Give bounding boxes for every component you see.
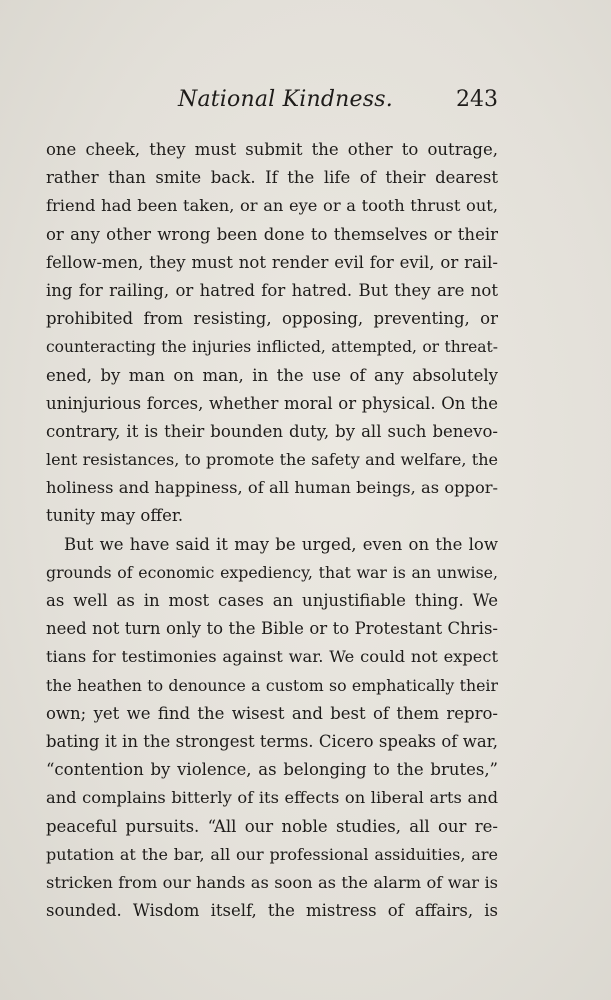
- text-line: ing for railing, or hatred for hatred. But they are not: [46, 280, 498, 300]
- text-line: own; yet we find the wisest and best of them repro-: [46, 703, 498, 723]
- text-line: prohibited from resisting, opposing, preventing, or: [46, 309, 498, 329]
- paragraph-last-line: tunity may offer.: [46, 506, 184, 526]
- paragraph-first-line: But we have said it may be urged, even on the low: [64, 534, 498, 554]
- text-line: peaceful pursuits. “All our noble studies, all our re-: [46, 816, 498, 836]
- text-line: “contention by violence, as belonging to the brutes,”: [46, 760, 498, 780]
- text-line: sounded. Wisdom itself, the mistress of affairs, is: [46, 901, 498, 921]
- text-line: one cheek, they must submit the other to outrage,: [46, 140, 498, 159]
- text-line: tians for testimonies against war. We could not expect: [46, 647, 498, 667]
- text-line: holiness and happiness, of all human beings, as oppor-: [46, 478, 498, 498]
- running-title: National Kindness.: [178, 87, 393, 112]
- text-line: and complains bitterly of its effects on liberal arts and: [46, 788, 498, 808]
- text-line: grounds of economic expediency, that war is an unwise,: [46, 562, 498, 582]
- text-line: lent resistances, to promote the safety and welfare, the: [46, 450, 498, 470]
- running-head: [46, 87, 498, 121]
- text-line: the heathen to denounce a custom so emphatically their: [46, 675, 498, 695]
- text-line: need not turn only to the Bible or to Protestant Chris-: [46, 619, 498, 639]
- text-line: uninjurious forces, whether moral or physical. On the: [46, 393, 498, 413]
- text-line: fellow-men, they must not render evil for evil, or rail-: [46, 252, 498, 272]
- text-line: bating it in the strongest terms. Cicero speaks of war,: [46, 731, 498, 751]
- text-line: ened, by man on man, in the use of any absolutely: [46, 365, 498, 385]
- text-line: or any other wrong been done to themselves or their: [46, 224, 498, 244]
- text-line: as well as in most cases an unjustifiable thing. We: [46, 591, 498, 610]
- text-line: rather than smite back. If the life of their dearest: [46, 168, 498, 188]
- text-line: counteracting the injuries inflicted, attempted, or threat-: [46, 338, 498, 357]
- text-line: contrary, it is their bounden duty, by all such benevo-: [46, 421, 498, 441]
- text-line: friend had been taken, or an eye or a tooth thrust out,: [46, 196, 498, 216]
- body-text: [46, 136, 498, 925]
- page-number: 243: [456, 87, 498, 112]
- text-line: stricken from our hands as soon as the alarm of war is: [46, 872, 498, 892]
- text-line: putation at the bar, all our professional assiduities, are: [46, 844, 498, 864]
